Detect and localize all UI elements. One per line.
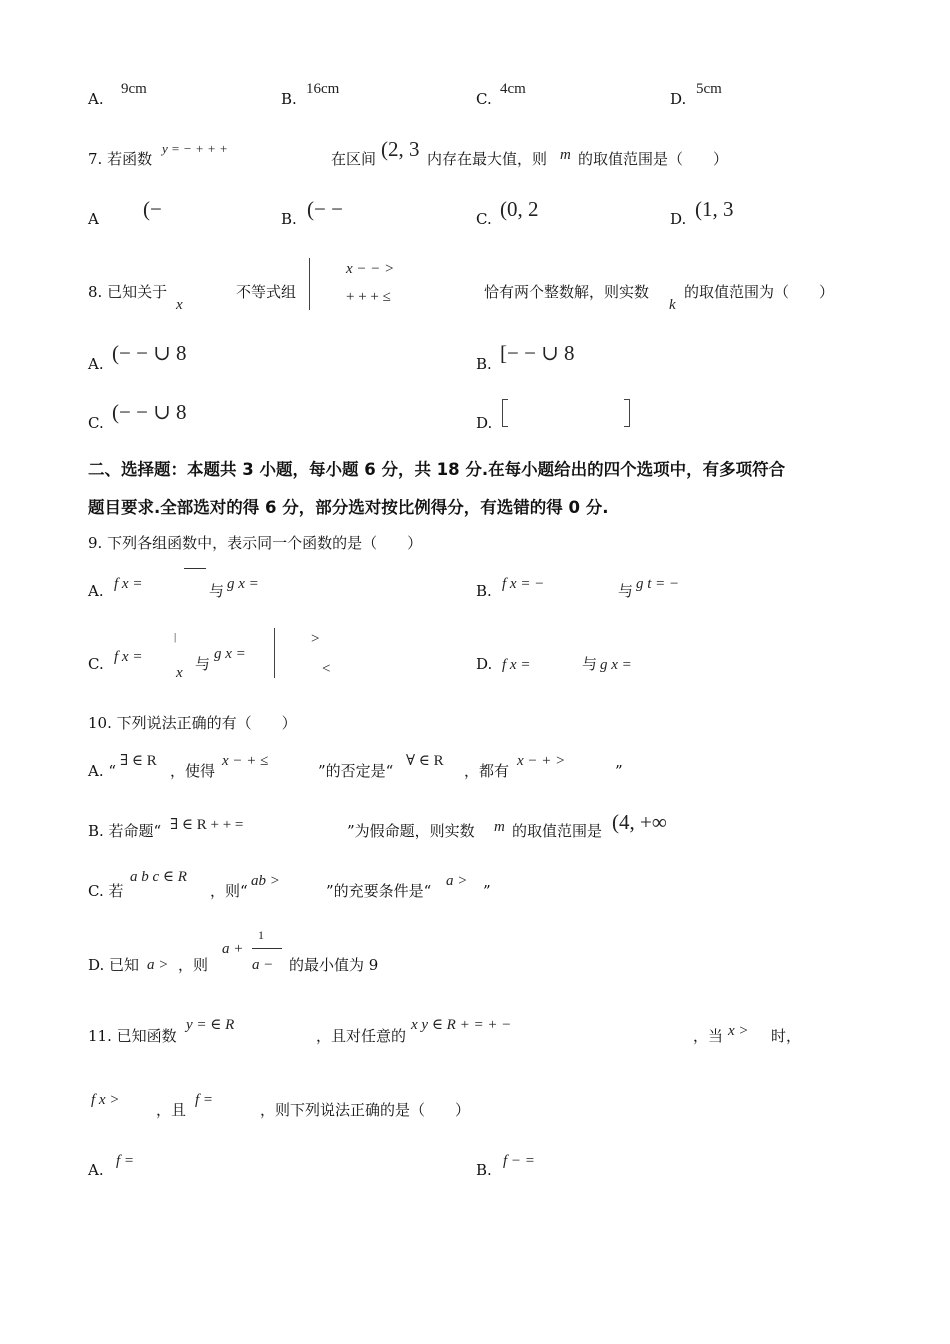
q11-line2-text1: ，且: [156, 1101, 187, 1119]
q10-option-c-math3: a >: [446, 873, 468, 889]
q8-stem-suffix: 恰有两个整数解，则实数: [484, 283, 650, 301]
q10-option-c-text2: ”的充要条件是“: [326, 882, 432, 900]
q10-option-c-text3: ”: [483, 882, 491, 900]
q9-option-c-case2: <: [322, 661, 331, 677]
q9-option-c-f: f x =: [114, 649, 143, 665]
q8-var-x: x: [176, 297, 183, 313]
q10-option-a-math2: x − + ≤: [222, 753, 269, 769]
q9-option-c-denominator: x: [176, 665, 183, 681]
q9-option-a-radical-bar: [184, 568, 206, 569]
q11-text3: 时，: [771, 1027, 802, 1045]
q9-option-a-g: g x =: [227, 576, 259, 592]
q7-option-c-value: (0, 2: [500, 197, 539, 221]
q11-option-a-value: f =: [116, 1153, 135, 1169]
q8-option-d-label: D.: [476, 414, 493, 432]
q7-option-d-value: (1, 3: [695, 197, 734, 221]
q8-option-a-value: (− − ∪ 8: [112, 341, 187, 365]
q9-option-a-yu: 与: [209, 582, 225, 600]
q9-option-b-yu: 与: [618, 582, 634, 600]
q7-option-b-label: B.: [281, 210, 297, 228]
q10-option-a-math3: ∀ ∈ R: [406, 753, 444, 769]
q8-stem-mid: 不等式组: [236, 283, 297, 301]
q10-option-d-numerator: 1: [258, 928, 264, 942]
q6-option-b-value: 16cm: [306, 81, 340, 97]
q10-option-b-math1: ∃ ∈ R + + =: [170, 817, 244, 833]
q8-system-brace: [309, 258, 317, 310]
q9-stem: 9. 下列各组函数中，表示同一个函数的是（ ）: [88, 534, 423, 552]
q8-option-d-left-bracket: [502, 399, 508, 427]
q9-option-c-numerator: |: [174, 631, 177, 643]
q11-option-b-value: f − =: [503, 1153, 535, 1169]
q8-option-c-value: (− − ∪ 8: [112, 400, 187, 424]
q10-option-d-text1: ，则: [178, 956, 209, 974]
q11-line2-math2: f =: [195, 1092, 214, 1108]
q10-option-b-label: B. 若命题“: [88, 822, 162, 840]
q8-option-a-label: A.: [88, 355, 104, 373]
q10-option-a-text4: ”: [615, 762, 623, 780]
q9-option-d-yu: 与: [582, 655, 598, 673]
q10-option-c-math1: a b c ∈ R: [130, 869, 187, 885]
q10-option-c-math2: ab >: [251, 873, 280, 889]
q6-option-d-value: 5cm: [696, 81, 722, 97]
q7-interval: (2, 3: [381, 137, 420, 161]
q6-option-b-label: B.: [281, 90, 297, 108]
q10-option-d-math1: a >: [147, 957, 169, 973]
q7-option-c-label: C.: [476, 210, 492, 228]
q11-math2: x y ∈ R + = + −: [411, 1017, 512, 1033]
q11-stem-prefix: 11. 已知函数: [88, 1027, 177, 1045]
q11-option-a-label: A.: [88, 1161, 104, 1179]
q10-option-d-denominator: a −: [252, 957, 274, 973]
q10-option-b-var: m: [494, 819, 505, 835]
q8-var-k: k: [669, 297, 676, 313]
q6-option-d-label: D.: [670, 90, 687, 108]
q11-option-b-label: B.: [476, 1161, 492, 1179]
q7-function: y = − + + +: [162, 141, 228, 156]
q10-option-b-text2: 的取值范围是: [512, 822, 603, 840]
q10-option-d-fraction-bar: [252, 948, 282, 949]
q10-option-d-text2: 的最小值为 9: [289, 956, 379, 974]
q10-option-a-math1: ∃ ∈ R: [120, 753, 157, 769]
q9-option-d-g: g x =: [600, 657, 632, 673]
q8-stem-prefix: 8. 已知关于: [88, 283, 168, 301]
q7-option-b-value: (− −: [307, 197, 343, 221]
q10-option-d-label: D. 已知: [88, 956, 140, 974]
q10-option-b-math2: (4, +∞: [612, 810, 667, 834]
q7-option-a-label: A: [88, 210, 99, 228]
q7-var-m: m: [560, 147, 571, 163]
q9-option-c-label: C.: [88, 655, 104, 673]
q9-option-c-cases-brace: [274, 628, 282, 678]
q10-option-a-text3: ，都有: [464, 762, 510, 780]
q8-option-b-value: [− − ∪ 8: [500, 341, 575, 365]
q9-option-c-yu: 与: [195, 655, 211, 673]
q7-stem-end: 的取值范围是（ ）: [578, 150, 729, 168]
q6-option-a-label: A.: [88, 90, 104, 108]
q7-option-a-value: (−: [143, 197, 162, 221]
q10-option-d-math2: a +: [222, 941, 244, 957]
q9-option-b-g: g t = −: [636, 576, 680, 592]
q6-option-c-label: C.: [476, 90, 492, 108]
q9-option-d-label: D.: [476, 655, 493, 673]
q11-math1: y = ∈ R: [186, 1017, 235, 1033]
q9-option-c-case1: >: [311, 631, 320, 647]
q8-inequality-row2: + + + ≤: [346, 289, 391, 305]
q10-option-c-text1: ，则“: [210, 882, 248, 900]
q7-stem-suffix: 内存在最大值，则: [427, 150, 548, 168]
q9-option-b-label: B.: [476, 582, 492, 600]
q10-option-a-label: A. “: [88, 762, 117, 780]
section2-heading-line2: 题目要求.全部选对的得 6 分，部分选对按比例得分，有选错的得 0 分.: [88, 498, 609, 517]
q10-option-a-text1: ，使得: [170, 762, 216, 780]
q8-option-c-label: C.: [88, 414, 104, 432]
q10-option-a-math4: x − + >: [517, 753, 566, 769]
section2-heading-line1: 二、选择题：本题共 3 小题，每小题 6 分，共 18 分.在每小题给出的四个选项中，有多项符合: [88, 460, 786, 479]
q10-option-a-text2: ”的否定是“: [318, 762, 394, 780]
q9-option-c-g: g x =: [214, 646, 246, 662]
q8-option-b-label: B.: [476, 355, 492, 373]
q7-option-d-label: D.: [670, 210, 687, 228]
q11-text1: ，且对任意的: [316, 1027, 407, 1045]
q9-option-a-label: A.: [88, 582, 104, 600]
q10-option-b-text1: ”为假命题，则实数: [347, 822, 475, 840]
q8-stem-end: 的取值范围为（ ）: [684, 283, 835, 301]
q11-text2: ，当: [693, 1027, 724, 1045]
q11-line2-text2: ，则下列说法正确的是（ ）: [260, 1101, 471, 1119]
q10-option-c-label: C. 若: [88, 882, 124, 900]
q6-option-a-value: 9cm: [121, 81, 147, 97]
q8-option-d-right-bracket: [624, 399, 630, 427]
q7-stem-prefix: 7. 若函数: [88, 150, 153, 168]
q11-line2-math1: f x >: [91, 1092, 120, 1108]
q6-option-c-value: 4cm: [500, 81, 526, 97]
q10-stem: 10. 下列说法正确的有（ ）: [88, 714, 297, 732]
q9-option-a-f: f x =: [114, 576, 143, 592]
q9-option-b-f: f x = −: [502, 576, 545, 592]
q11-math3: x >: [728, 1023, 749, 1039]
q8-inequality-row1: x − − >: [346, 261, 395, 277]
q9-option-d-f: f x =: [502, 657, 531, 673]
q7-stem-mid: 在区间: [331, 150, 377, 168]
